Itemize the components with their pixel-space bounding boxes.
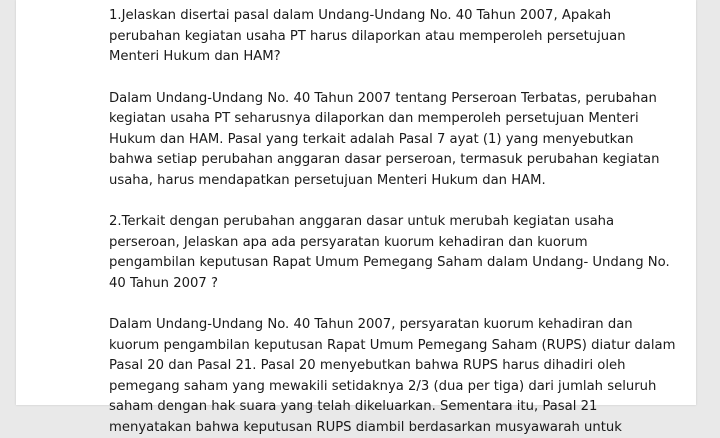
answer-1 <box>109 89 629 192</box>
answer-2-line: saham dengan hak suara yang telah dikeluarkan. Sementara itu, Pasal 21 <box>109 397 629 418</box>
answer-1-line: kegiatan usaha PT seharusnya dilaporkan dan memperoleh persetujuan Menteri <box>109 109 629 130</box>
question-1 <box>109 6 629 68</box>
answer-1-line: bahwa setiap perubahan anggaran dasar perseroan, termasuk perubahan kegiatan <box>109 150 629 171</box>
answer-1-line: usaha, harus mendapatkan persetujuan Menteri Hukum dan HAM. <box>109 171 629 192</box>
answer-1-line: Hukum dan HAM. Pasal yang terkait adalah Pasal 7 ayat (1) yang menyebutkan <box>109 130 629 151</box>
question-1-line: 1.Jelaskan disertai pasal dalam Undang-Undang No. 40 Tahun 2007, Apakah <box>109 6 629 27</box>
answer-2-line: menyatakan bahwa keputusan RUPS diambil berdasarkan musyawarah untuk <box>109 418 629 438</box>
answer-2-line: Dalam Undang-Undang No. 40 Tahun 2007, persyaratan kuorum kehadiran dan <box>109 315 629 336</box>
answer-2 <box>109 315 629 438</box>
document-body <box>109 6 629 438</box>
question-1-line: Menteri Hukum dan HAM? <box>109 47 629 68</box>
document-page <box>16 0 696 405</box>
answer-2-line: pemegang saham yang mewakili setidaknya 2/3 (dua per tiga) dari jumlah seluruh <box>109 377 629 398</box>
answer-2-line: Pasal 20 dan Pasal 21. Pasal 20 menyebutkan bahwa RUPS harus dihadiri oleh <box>109 356 629 377</box>
question-2-line: 2.Terkait dengan perubahan anggaran dasar untuk merubah kegiatan usaha <box>109 212 629 233</box>
question-2-line: perseroan, Jelaskan apa ada persyaratan kuorum kehadiran dan kuorum <box>109 233 629 254</box>
question-1-line: perubahan kegiatan usaha PT harus dilaporkan atau memperoleh persetujuan <box>109 27 629 48</box>
question-2-line: pengambilan keputusan Rapat Umum Pemegang Saham dalam Undang- Undang No. <box>109 253 629 274</box>
answer-2-line: kuorum pengambilan keputusan Rapat Umum Pemegang Saham (RUPS) diatur dalam <box>109 336 629 357</box>
question-2 <box>109 212 629 294</box>
question-2-line: 40 Tahun 2007 ? <box>109 274 629 295</box>
answer-1-line: Dalam Undang-Undang No. 40 Tahun 2007 tentang Perseroan Terbatas, perubahan <box>109 89 629 110</box>
